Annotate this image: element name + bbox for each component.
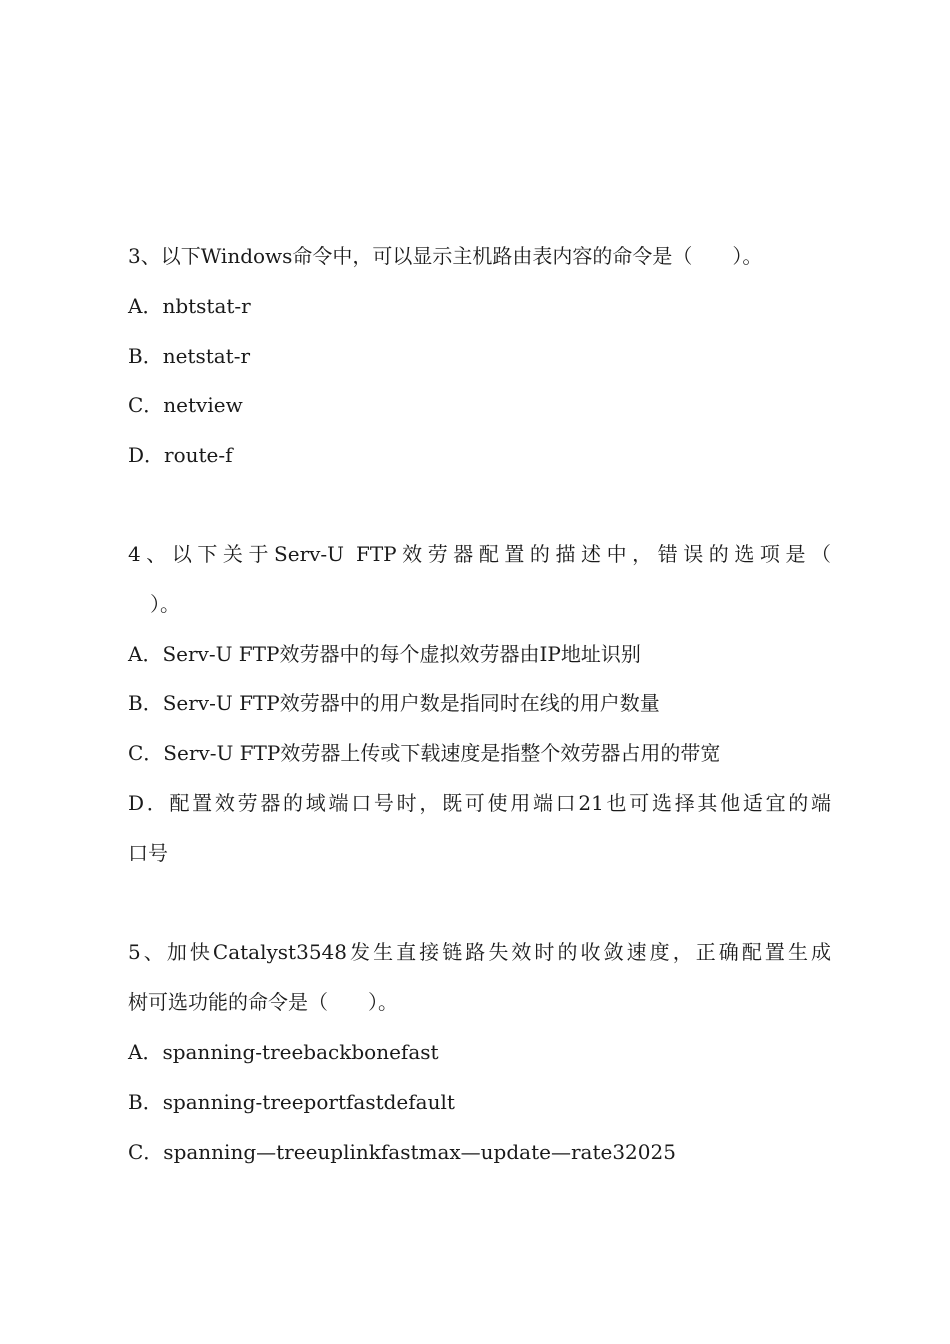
question-4-option-a: A．Serv-U FTP效劳器中的每个虚拟效劳器由IP地址识别 xyxy=(128,642,641,666)
question-3-option-c: C．netview xyxy=(128,393,243,417)
question-5-option-b: B．spanning-treeportfastdefault xyxy=(128,1090,455,1114)
question-3-option-a: A．nbtstat-r xyxy=(128,294,251,318)
question-5-stem: 5、加快Catalyst3548发生直接链路失效时的收敛速度，正确配置生成 xyxy=(128,940,831,964)
question-3-option-d: D．route-f xyxy=(128,443,233,467)
question-4-option-b: B．Serv-U FTP效劳器中的用户数是指同时在线的用户数量 xyxy=(128,691,660,715)
question-4-stem-continued: ）。 xyxy=(150,592,180,616)
question-4-option-c: C．Serv-U FTP效劳器上传或下载速度是指整个效劳器占用的带宽 xyxy=(128,741,721,765)
question-5-stem-continued: 树可选功能的命令是（ ）。 xyxy=(128,990,398,1014)
question-4-option-d-continued: 口号 xyxy=(128,841,168,865)
question-5-option-a: A．spanning-treebackbonefast xyxy=(128,1040,439,1064)
question-4-stem: 4、以下关于Serv-U FTP效劳器配置的描述中，错误的选项是（ xyxy=(128,542,831,566)
question-3-stem: 3、以下Windows命令中，可以显示主机路由表内容的命令是（ ）。 xyxy=(128,244,763,268)
question-3-option-b: B．netstat-r xyxy=(128,344,251,368)
question-4-option-d: D．配置效劳器的域端口号时，既可使用端口21也可选择其他适宜的端 xyxy=(128,791,831,815)
question-5-option-c: C．spanning—treeuplinkfastmax—update—rate32025 xyxy=(128,1140,676,1164)
